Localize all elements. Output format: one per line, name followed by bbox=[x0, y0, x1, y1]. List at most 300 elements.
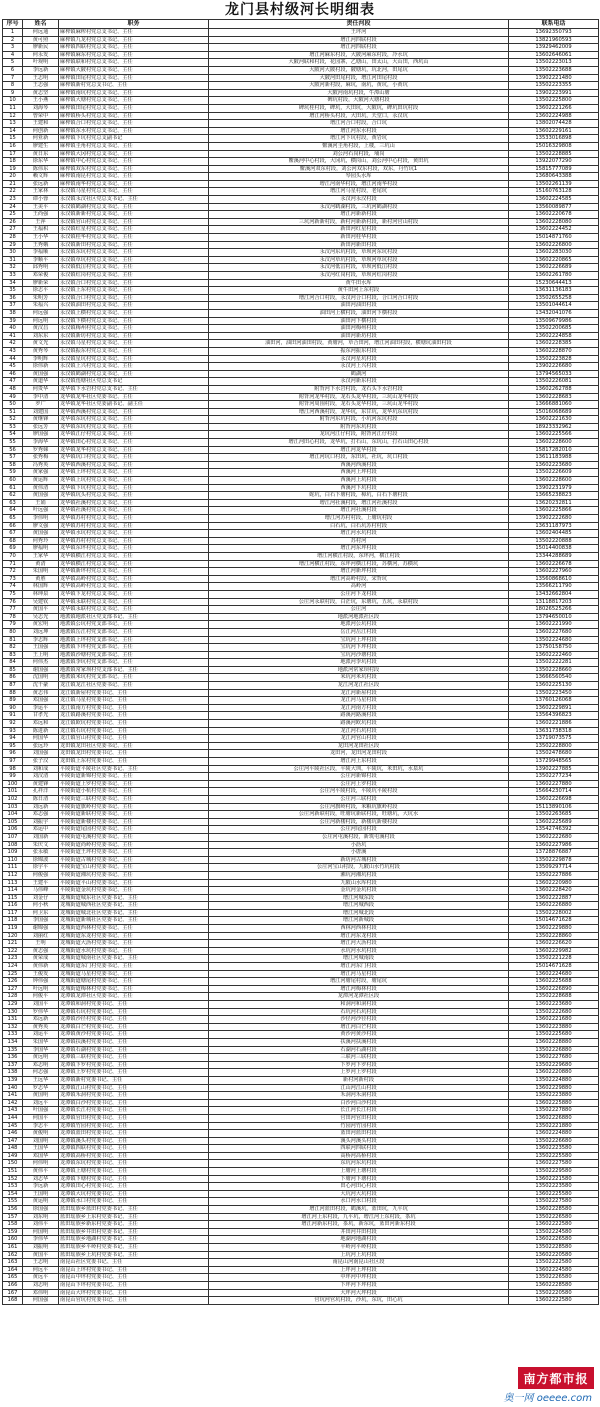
row-name: 徐伟新 bbox=[23, 363, 59, 371]
row-phone: 13502227886 bbox=[509, 871, 599, 879]
table-row bbox=[3, 1016, 599, 1024]
row-position: 龙华镇东坑村党总支书记、主任 bbox=[59, 416, 209, 424]
table-row bbox=[3, 74, 599, 82]
table-row bbox=[3, 158, 599, 166]
table-row bbox=[3, 150, 599, 158]
row-name: 何卫东 bbox=[23, 909, 59, 917]
row-phone: 13602225689 bbox=[509, 818, 599, 826]
table-row bbox=[3, 416, 599, 424]
row-river: 下塘河下塘村段 bbox=[209, 1175, 509, 1183]
row-river: 龙江河马星村段 bbox=[209, 697, 509, 705]
row-name: 刘远坤 bbox=[23, 628, 59, 636]
row-river: 井田河井田村段 bbox=[209, 1228, 509, 1236]
table-row bbox=[3, 606, 599, 614]
row-phone: 13902222680 bbox=[509, 515, 599, 523]
site-watermark: 奥一网 oeeee.com bbox=[503, 1393, 592, 1404]
row-position: 平陵街道小杭村党委书记、主任 bbox=[59, 788, 209, 796]
row-name: 黄远明 bbox=[23, 1054, 59, 1062]
row-phone: 13602229161 bbox=[509, 127, 599, 135]
row-river: 增江河新坪村段 bbox=[209, 568, 509, 576]
row-number: 57 bbox=[3, 454, 23, 462]
row-name: 何国华 bbox=[23, 735, 59, 743]
page-title: 龙门县村级河长明细表 bbox=[225, 2, 375, 18]
row-phone: 13566211790 bbox=[509, 583, 599, 591]
row-phone: 13680643388 bbox=[509, 173, 599, 181]
table-row bbox=[3, 294, 599, 302]
row-phone: 15817282010 bbox=[509, 446, 599, 454]
row-river: 增江河城北段 bbox=[209, 909, 509, 917]
table-row bbox=[3, 446, 599, 454]
table-row bbox=[3, 1076, 599, 1084]
row-phone: 13902223991 bbox=[509, 89, 599, 97]
row-name: 黄建锋 bbox=[23, 780, 59, 788]
row-position: 南昆山大坪村党委书记、主任 bbox=[59, 1289, 209, 1297]
row-position: 龙华镇下水岩村党总支书记、主任 bbox=[59, 385, 209, 393]
row-number: 153 bbox=[3, 1183, 23, 1191]
row-position: 地派镇下坪村党支部书记、主任 bbox=[59, 644, 209, 652]
row-position: 麻榨镇中心村党总支书记、主任 bbox=[59, 158, 209, 166]
row-number: 15 bbox=[3, 135, 23, 143]
table-row bbox=[3, 499, 599, 507]
row-position: 永汉镇红岗村党总支书记、主任 bbox=[59, 272, 209, 280]
row-phone: 13533016898 bbox=[509, 135, 599, 143]
row-number: 122 bbox=[3, 947, 23, 955]
row-position: 南昆山社区党委书记、主任 bbox=[59, 1259, 209, 1267]
row-river: 公庄河上罗村段 bbox=[209, 780, 509, 788]
row-position: 龙潭镇石湖村党委书记、主任 bbox=[59, 1046, 209, 1054]
row-phone: 13929462009 bbox=[509, 44, 599, 52]
row-river: 鹤湖河 bbox=[209, 370, 509, 378]
row-number: 132 bbox=[3, 1023, 23, 1031]
row-phone: 13602226689 bbox=[509, 264, 599, 272]
row-number: 158 bbox=[3, 1221, 23, 1229]
row-number: 163 bbox=[3, 1259, 23, 1267]
row-name: 王萍 bbox=[23, 218, 59, 226]
row-name: 刘振宇 bbox=[23, 818, 59, 826]
table-row bbox=[3, 180, 599, 188]
row-name: 李明辉 bbox=[23, 355, 59, 363]
row-name: 罗志华 bbox=[23, 1084, 59, 1092]
row-name: 廖文强 bbox=[23, 522, 59, 530]
row-name: 刘国平 bbox=[23, 1001, 59, 1009]
row-river: 油田河梅州村段 bbox=[209, 325, 509, 333]
row-name: 刘和成 bbox=[23, 765, 59, 773]
row-phone: 13502224580 bbox=[509, 1228, 599, 1236]
row-name: 李中清 bbox=[23, 393, 59, 401]
row-river: 大陂河田尾村段，增江河田尾村段 bbox=[209, 74, 509, 82]
row-river: 公庄河三联村段 bbox=[209, 795, 509, 803]
table-row bbox=[3, 765, 599, 773]
row-phone: 13502224880 bbox=[509, 1076, 599, 1084]
table-row bbox=[3, 552, 599, 560]
table-row bbox=[3, 1023, 599, 1031]
table-row bbox=[3, 590, 599, 598]
row-number: 46 bbox=[3, 370, 23, 378]
row-phone: 13602228580 bbox=[509, 1206, 599, 1214]
row-river: 增江河田心村段，龙华坑，打石山，东坑山，打石山田心村段 bbox=[209, 439, 509, 447]
row-river: 增江河横江村段，东坪河，横江村段 bbox=[209, 552, 509, 560]
row-phone: 13502228002 bbox=[509, 909, 599, 917]
row-name: 张远新 bbox=[23, 180, 59, 188]
row-position: 龙潭镇三联村党委书记、主任 bbox=[59, 1054, 209, 1062]
row-position: 蓝田瑶族乡地湖村党委书记、主任 bbox=[59, 1236, 209, 1244]
row-phone: 13728876887 bbox=[509, 849, 599, 857]
row-position: 平陵街道新联村党委书记、主任 bbox=[59, 811, 209, 819]
row-name: 邓荣俊 bbox=[23, 272, 59, 280]
row-position: 龙华镇永联村党总支书记、主任 bbox=[59, 606, 209, 614]
table-row bbox=[3, 704, 599, 712]
row-river: 米坑河米坑村段 bbox=[209, 674, 509, 682]
row-phone: 13602224452 bbox=[509, 226, 599, 234]
row-number: 21 bbox=[3, 180, 23, 188]
row-position: 永汉镇新新村党总支书记、主任 bbox=[59, 211, 209, 219]
row-number: 92 bbox=[3, 720, 23, 728]
row-name: 李远新 bbox=[23, 1183, 59, 1191]
row-river: 石坑河石坑村段 bbox=[209, 1008, 509, 1016]
row-phone: 13760126068 bbox=[509, 697, 599, 705]
row-position: 永汉镇鹤湖村党总支书记、主任 bbox=[59, 370, 209, 378]
row-river: 上坑河上坑村段 bbox=[209, 1251, 509, 1259]
table-row bbox=[3, 1084, 599, 1092]
row-position: 龙华镇田心村党总支书记、主任 bbox=[59, 439, 209, 447]
row-position: 南昆山官坑村党委书记、主任 bbox=[59, 1297, 209, 1305]
row-river: 公庄河 bbox=[209, 606, 509, 614]
table-row bbox=[3, 530, 599, 538]
row-position: 南昆山上坪村党委书记、主任 bbox=[59, 1266, 209, 1274]
row-phone: 15815777089 bbox=[509, 165, 599, 173]
row-number: 10 bbox=[3, 97, 23, 105]
table-row bbox=[3, 947, 599, 955]
row-number: 24 bbox=[3, 203, 23, 211]
row-position: 龙城街道西林村党委书记、主任 bbox=[59, 925, 209, 933]
row-number: 35 bbox=[3, 287, 23, 295]
row-number: 139 bbox=[3, 1076, 23, 1084]
row-name: 王志明 bbox=[23, 74, 59, 82]
row-phone: 13602229880 bbox=[509, 1084, 599, 1092]
row-name: 王远华 bbox=[23, 1076, 59, 1084]
row-name: 黄伟平 bbox=[23, 1168, 59, 1176]
row-river: 水坑河水坑村段 bbox=[209, 947, 509, 955]
row-river: 新田河红星村段 bbox=[209, 226, 509, 234]
table-row bbox=[3, 1206, 599, 1214]
row-phone: 13502263685 bbox=[509, 811, 599, 819]
row-position: 永汉镇上兴村党总支书记、主任 bbox=[59, 363, 209, 371]
row-phone: 13344288689 bbox=[509, 552, 599, 560]
row-phone: 13502223355 bbox=[509, 82, 599, 90]
row-name: 黄汉昌 bbox=[23, 325, 59, 333]
row-number: 129 bbox=[3, 1001, 23, 1009]
row-position: 永汉镇永汉社区党总支书记、主任 bbox=[59, 196, 209, 204]
row-position: 永汉镇低冚村党总支书记、主任 bbox=[59, 264, 209, 272]
row-phone: 13602222460 bbox=[509, 651, 599, 659]
row-position: 平陵街道新锦村党委书记、主任 bbox=[59, 773, 209, 781]
table-row bbox=[3, 1259, 599, 1267]
row-phone: 13602227580 bbox=[509, 1160, 599, 1168]
row-position: 龙城街道梅林村党委书记、主任 bbox=[59, 985, 209, 993]
table-row bbox=[3, 522, 599, 530]
row-phone: 13602220580 bbox=[509, 1251, 599, 1259]
row-position: 永汉镇莲塘社区党总支书记 bbox=[59, 378, 209, 386]
row-phone: 13602229891 bbox=[509, 704, 599, 712]
row-phone: 13631136183 bbox=[509, 287, 599, 295]
row-position: 麻榨镇东水村党总支书记、主任 bbox=[59, 127, 209, 135]
row-number: 55 bbox=[3, 439, 23, 447]
table-row bbox=[3, 993, 599, 1001]
row-phone: 13750158750 bbox=[509, 644, 599, 652]
row-name: 王家华 bbox=[23, 552, 59, 560]
row-name: 朱庆文 bbox=[23, 841, 59, 849]
table-row bbox=[3, 1281, 599, 1289]
row-number: 36 bbox=[3, 294, 23, 302]
row-river: 竹园河竹园村段 bbox=[209, 1122, 509, 1130]
row-position: 龙华镇社溪村党总支书记、主任 bbox=[59, 507, 209, 515]
row-river: 永汉河鹤湖村段，三坑河鹤湖村段 bbox=[209, 203, 509, 211]
row-position: 平陵街道新楼村党委书记、主任 bbox=[59, 818, 209, 826]
row-name: 黄运辉 bbox=[23, 477, 59, 485]
row-name: 邓运中 bbox=[23, 826, 59, 834]
table-row bbox=[3, 902, 599, 910]
row-number: 73 bbox=[3, 575, 23, 583]
row-number: 104 bbox=[3, 811, 23, 819]
row-position: 龙潭镇蓝田村党委书记、主任 bbox=[59, 1130, 209, 1138]
row-name: 刘汉清 bbox=[23, 773, 59, 781]
row-name: 何秀玲 bbox=[23, 537, 59, 545]
row-phone: 13602222680 bbox=[509, 833, 599, 841]
row-number: 109 bbox=[3, 849, 23, 857]
table-row bbox=[3, 1274, 599, 1282]
row-number: 123 bbox=[3, 955, 23, 963]
row-name: 黄家强 bbox=[23, 469, 59, 477]
row-name: 张远芳 bbox=[23, 423, 59, 431]
table-row bbox=[3, 325, 599, 333]
row-number: 68 bbox=[3, 537, 23, 545]
row-phone: 13794650010 bbox=[509, 613, 599, 621]
row-phone: 13602225580 bbox=[509, 1190, 599, 1198]
table-row bbox=[3, 841, 599, 849]
row-position: 龙江镇路溪村党委书记、主任 bbox=[59, 712, 209, 720]
row-river: 黄沙河黄沙村段 bbox=[209, 1031, 509, 1039]
table-row bbox=[3, 378, 599, 386]
row-number: 117 bbox=[3, 909, 23, 917]
row-name: 沈国明 bbox=[23, 674, 59, 682]
table-row bbox=[3, 628, 599, 636]
row-river: 龙江河龙江社区段 bbox=[209, 682, 509, 690]
row-river: 永汉河红岗村段，草坝河红岗村段 bbox=[209, 272, 509, 280]
row-number: 31 bbox=[3, 256, 23, 264]
row-name: 谢国强 bbox=[23, 666, 59, 674]
row-river: 苏村河 bbox=[209, 537, 509, 545]
row-position: 龙华镇社溪村党总支书记、主任 bbox=[59, 499, 209, 507]
row-number: 76 bbox=[3, 598, 23, 606]
row-phone: 13692350793 bbox=[509, 29, 599, 37]
table-row bbox=[3, 803, 599, 811]
row-number: 96 bbox=[3, 750, 23, 758]
row-river: 路溪河欧坑村段 bbox=[209, 720, 509, 728]
row-river: 下坪河下坪村段 bbox=[209, 1281, 509, 1289]
row-number: 26 bbox=[3, 218, 23, 226]
row-name: 刘运平 bbox=[23, 1031, 59, 1039]
row-position: 龙华镇水坑村党总支书记、主任 bbox=[59, 530, 209, 538]
row-number: 94 bbox=[3, 735, 23, 743]
row-number: 38 bbox=[3, 309, 23, 317]
row-phone: 13502226680 bbox=[509, 1137, 599, 1145]
row-phone: 13602228420 bbox=[509, 887, 599, 895]
header-position: 职务 bbox=[59, 20, 209, 29]
table-row bbox=[3, 332, 599, 340]
row-name: 王国华 bbox=[23, 1145, 59, 1153]
row-number: 152 bbox=[3, 1175, 23, 1183]
row-river: 附背河龙华村段，龙石头龙华村段，三坑山龙华村段 bbox=[209, 393, 509, 401]
row-position: 平陵街道湘坑村党委书记、主任 bbox=[59, 871, 209, 879]
row-name: 徐国强 bbox=[23, 1206, 59, 1214]
table-row bbox=[3, 439, 599, 447]
row-number: 80 bbox=[3, 628, 23, 636]
row-phone: 13602228385 bbox=[509, 340, 599, 348]
table-row bbox=[3, 1061, 599, 1069]
row-position: 龙华镇永联村党总支书记、主任 bbox=[59, 598, 209, 606]
row-phone: 13502226580 bbox=[509, 1274, 599, 1282]
row-number: 81 bbox=[3, 636, 23, 644]
row-position: 麻榨镇南昆村党总支书记、主任 bbox=[59, 173, 209, 181]
row-number: 119 bbox=[3, 925, 23, 933]
row-name: 何国强 bbox=[23, 1297, 59, 1305]
row-phone: 13502222281 bbox=[509, 659, 599, 667]
row-river: 增江河社溪村段，增江河社溪村段 bbox=[209, 499, 509, 507]
row-position: 龙华镇西溪村党总支书记、主任 bbox=[59, 461, 209, 469]
row-number: 48 bbox=[3, 385, 23, 393]
row-number: 82 bbox=[3, 644, 23, 652]
table-row bbox=[3, 347, 599, 355]
row-number: 45 bbox=[3, 363, 23, 371]
row-river: 增江河新城段 bbox=[209, 917, 509, 925]
row-name: 徐东华 bbox=[23, 158, 59, 166]
row-name: 何远强 bbox=[23, 309, 59, 317]
row-number: 66 bbox=[3, 522, 23, 530]
row-phone: 13602224580 bbox=[509, 1266, 599, 1274]
table-row bbox=[3, 264, 599, 272]
row-river: 增江河梅林村段 bbox=[209, 985, 509, 993]
row-river: 上罗河上罗村段 bbox=[209, 1069, 509, 1077]
row-position: 龙华镇江仔村党总支书记、主任 bbox=[59, 431, 209, 439]
row-phone: 13602262788 bbox=[509, 385, 599, 393]
row-number: 146 bbox=[3, 1130, 23, 1138]
row-number: 150 bbox=[3, 1160, 23, 1168]
row-phone: 13602226698 bbox=[509, 795, 599, 803]
row-position: 龙潭镇黄沙村党委书记、主任 bbox=[59, 1031, 209, 1039]
row-phone: 13602261780 bbox=[509, 272, 599, 280]
row-river: 中坪河中坪村段 bbox=[209, 1274, 509, 1282]
row-position: 永汉镇星坑村党总支书记、主任 bbox=[59, 355, 209, 363]
row-position: 龙华镇龙华村党总支书记、主任 bbox=[59, 446, 209, 454]
row-name: 张远玲 bbox=[23, 742, 59, 750]
row-phone: 13502229580 bbox=[509, 1168, 599, 1176]
row-position: 永汉镇东坑村党总支书记、主任 bbox=[59, 249, 209, 257]
row-position: 龙城街道东龙村党委书记、主任 bbox=[59, 932, 209, 940]
row-river: 增江河上东村段，九平坑，增江河上东村段，茶坑 bbox=[209, 1213, 509, 1221]
row-name: 甘孝光 bbox=[23, 712, 59, 720]
row-name: 黄志伟 bbox=[23, 689, 59, 697]
row-river: 公庄河永联村段，白茫坑，东塘坑，五坑，永联村段 bbox=[209, 598, 509, 606]
row-position: 麻榨镇麻东村党总支书记、主任 bbox=[59, 51, 209, 59]
row-river: 新田河桂华村段 bbox=[209, 234, 509, 242]
row-number: 77 bbox=[3, 606, 23, 614]
row-phone: 15014671628 bbox=[509, 917, 599, 925]
row-river: 龙田河，龙田河龙田村段 bbox=[209, 750, 509, 758]
row-phone: 13602220865 bbox=[509, 256, 599, 264]
row-number: 27 bbox=[3, 226, 23, 234]
row-position: 平陵街道王坪村党委书记、主任 bbox=[59, 849, 209, 857]
row-position: 龙潭镇水口村党委书记、主任 bbox=[59, 1198, 209, 1206]
row-position: 龙华镇高岭村党总支书记、主任 bbox=[59, 583, 209, 591]
row-position: 龙城街道塘尾村党委书记、主任 bbox=[59, 978, 209, 986]
row-river: 增江河东水村段 bbox=[209, 127, 509, 135]
row-position: 龙华镇下龙村党总支书记、主任 bbox=[59, 590, 209, 598]
row-position: 南昆山下坪村党委书记、主任 bbox=[59, 1281, 209, 1289]
row-position: 龙城街道城西社区党委书记、主任 bbox=[59, 902, 209, 910]
row-phone: 13502221228 bbox=[509, 955, 599, 963]
table-row bbox=[3, 104, 599, 112]
table-row bbox=[3, 712, 599, 720]
row-position: 麻榨镇大塘村党总支书记、主任 bbox=[59, 97, 209, 105]
row-phone: 13502226880 bbox=[509, 1046, 599, 1054]
row-river: 地派河李坑村段 bbox=[209, 659, 509, 667]
row-number: 41 bbox=[3, 332, 23, 340]
row-river: 增江河塘尾村段，塘尾坑 bbox=[209, 978, 509, 986]
row-river: 龙潭河龙潭社区段 bbox=[209, 993, 509, 1001]
row-name: 朱国华 bbox=[23, 1038, 59, 1046]
row-phone: 13602225130 bbox=[509, 682, 599, 690]
row-phone: 15014400838 bbox=[509, 545, 599, 553]
row-number: 52 bbox=[3, 416, 23, 424]
row-name: 黄国强 bbox=[23, 492, 59, 500]
row-phone: 13620232811 bbox=[509, 499, 599, 507]
table-row bbox=[3, 29, 599, 37]
row-position: 麻榨镇大冈村党总支书记、主任 bbox=[59, 150, 209, 158]
row-position: 永汉镇红星村党总支书记、主任 bbox=[59, 226, 209, 234]
row-river: 地派河常家坝村段 bbox=[209, 666, 509, 674]
row-position: 龙潭镇上罗村党委书记、主任 bbox=[59, 1069, 209, 1077]
row-number: 17 bbox=[3, 150, 23, 158]
row-phone: 13502223880 bbox=[509, 1092, 599, 1100]
table-row bbox=[3, 833, 599, 841]
row-phone: 13602228580 bbox=[509, 1281, 599, 1289]
row-river: 蛇坑，白石下塘村段，樟坑，白石下塘村段 bbox=[209, 492, 509, 500]
row-number: 134 bbox=[3, 1038, 23, 1046]
row-name: 刘伟平 bbox=[23, 1221, 59, 1229]
table-row bbox=[3, 461, 599, 469]
row-phone: 13602223880 bbox=[509, 1023, 599, 1031]
row-phone: 15014871760 bbox=[509, 234, 599, 242]
table-row bbox=[3, 932, 599, 940]
row-position: 麻榨镇圭角村党总支书记、主任 bbox=[59, 142, 209, 150]
row-number: 70 bbox=[3, 552, 23, 560]
table-row bbox=[3, 575, 599, 583]
row-number: 63 bbox=[3, 499, 23, 507]
row-position: 永汉镇鹤湖村党总支书记、主任 bbox=[59, 203, 209, 211]
row-phone: 13902226680 bbox=[509, 363, 599, 371]
row-river: 官坑河官坑村段，沙坑，东坑，田心坑 bbox=[209, 1297, 509, 1305]
table-row bbox=[3, 1213, 599, 1221]
row-phone: 13502228688 bbox=[509, 993, 599, 1001]
row-number: 105 bbox=[3, 818, 23, 826]
row-number: 25 bbox=[3, 211, 23, 219]
row-phone: 13602224858 bbox=[509, 332, 599, 340]
row-position: 麻榨镇四联村党总支书记、主任 bbox=[59, 44, 209, 52]
row-name: 邓国华 bbox=[23, 1152, 59, 1160]
row-phone: 13502655258 bbox=[509, 294, 599, 302]
row-number: 145 bbox=[3, 1122, 23, 1130]
row-river: 增江河四联村段 bbox=[209, 44, 509, 52]
